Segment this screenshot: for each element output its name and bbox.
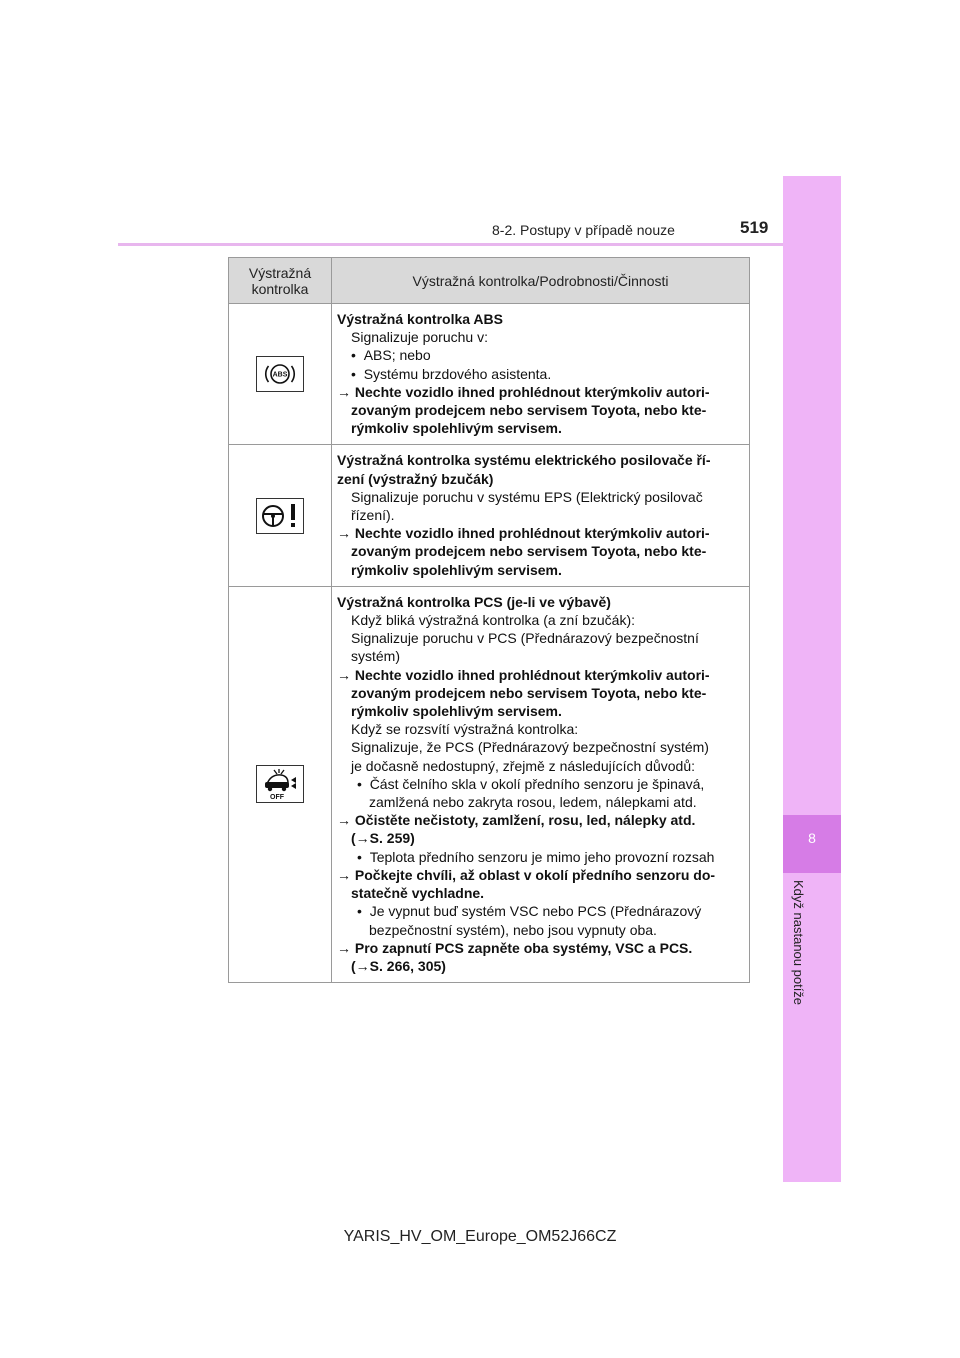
row-title: Výstražná kontrolka systému elektrického posilovače ří- — [337, 452, 711, 469]
text-line: je dočasně nedostupný, zřejmě z následujících důvodů: — [351, 757, 695, 774]
text-line: Signalizuje poruchu v systému EPS (Elektrický posilovač — [351, 488, 703, 505]
pcs-off-warning-icon — [256, 765, 304, 803]
action-line: (→S. 259) — [351, 830, 415, 847]
table-row — [229, 445, 750, 586]
column-header-details: Výstražná kontrolka/Podrobnosti/Činnosti — [332, 258, 750, 304]
text-line: Signalizuje, že PCS (Přednárazový bezpečnostní systém) — [351, 739, 709, 756]
details-cell — [332, 445, 750, 586]
action-line: statečně vychladne. — [351, 885, 485, 902]
document-code: YARIS_HV_OM_Europe_OM52J66CZ — [343, 1228, 617, 1245]
details-cell — [332, 304, 750, 445]
table-row — [229, 304, 750, 445]
action-line: → Nechte vozidlo ihned prohlédnout kterýmkoliv autori- — [337, 666, 710, 683]
text-line: Když bliká výstražná kontrolka (a zní bzučák): — [351, 612, 636, 629]
section-title: 8-2. Postupy v případě nouze — [492, 222, 675, 238]
action-line: rýmkoliv spolehlivým servisem. — [351, 420, 562, 437]
svg-text:OFF: OFF — [270, 794, 284, 802]
action-line: → Počkejte chvíli, až oblast v okolí předního senzoru do- — [337, 866, 716, 883]
details-cell — [332, 586, 750, 982]
action-line: zovaným prodejcem nebo servisem Toyota, nebo kte- — [351, 684, 707, 701]
action-line: (→S. 266, 305) — [351, 957, 446, 974]
text-line: řízení). — [351, 507, 395, 524]
text-line: bezpečnostní systém), nebo jsou vypnuty oba. — [369, 921, 657, 938]
text-line: Signalizuje poruchu v: — [351, 329, 488, 346]
icon-cell — [229, 586, 332, 982]
text-line: Signalizuje poruchu v PCS (Přednárazový bezpečnostní — [351, 630, 699, 647]
row-title: Výstražná kontrolka ABS — [337, 311, 503, 327]
chapter-label: Když nastanou potíže — [791, 880, 806, 1006]
table-header-row — [229, 258, 750, 304]
icon-cell — [229, 445, 332, 586]
bullet-item: • Je vypnut buď systém VSC nebo PCS (Přednárazový — [357, 903, 702, 920]
icon-cell — [229, 304, 332, 445]
column-header-indicator: Výstražná kontrolka — [229, 258, 332, 304]
chapter-number: 8 — [808, 830, 816, 846]
warning-lights-table — [228, 257, 750, 983]
text-line: zamlžená nebo zakryta rosou, ledem, nálepkami atd. — [369, 794, 697, 811]
action-line: → Nechte vozidlo ihned prohlédnout kterýmkoliv autori- — [337, 383, 710, 400]
bullet-item: • ABS; nebo — [351, 347, 431, 364]
bullet-item: • Část čelního skla v okolí předního senzoru je špinavá, — [357, 775, 705, 792]
action-line: rýmkoliv spolehlivým servisem. — [351, 703, 562, 720]
action-line: → Nechte vozidlo ihned prohlédnout kterýmkoliv autori- — [337, 525, 710, 542]
abs-warning-icon — [256, 356, 304, 392]
row-title: Výstražná kontrolka PCS (je-li ve výbavě) — [337, 593, 611, 610]
svg-text:ABS: ABS — [272, 371, 288, 379]
action-line: → Pro zapnutí PCS zapněte oba systémy, VSC a PCS. — [337, 939, 693, 956]
page-number: 519 — [740, 218, 769, 237]
text-line: systém) — [351, 648, 400, 665]
bullet-item: • Teplota předního senzoru je mimo jeho provozní rozsah — [357, 848, 715, 865]
action-line: zovaným prodejcem nebo servisem Toyota, nebo kte- — [351, 543, 707, 560]
header-rule — [118, 243, 783, 246]
action-line: rýmkoliv spolehlivým servisem. — [351, 561, 562, 578]
action-line: zovaným prodejcem nebo servisem Toyota, nebo kte- — [351, 402, 707, 419]
bullet-item: • Systému brzdového asistenta. — [351, 365, 552, 382]
chapter-side-tab — [783, 176, 841, 1182]
table-row — [229, 586, 750, 982]
action-line: → Očistěte nečistoty, zamlžení, rosu, led, nálepky atd. — [337, 812, 696, 829]
text-line: Když se rozsvítí výstražná kontrolka: — [351, 721, 579, 738]
eps-warning-icon — [256, 498, 304, 534]
row-title: zení (výstražný bzučák) — [337, 470, 494, 487]
